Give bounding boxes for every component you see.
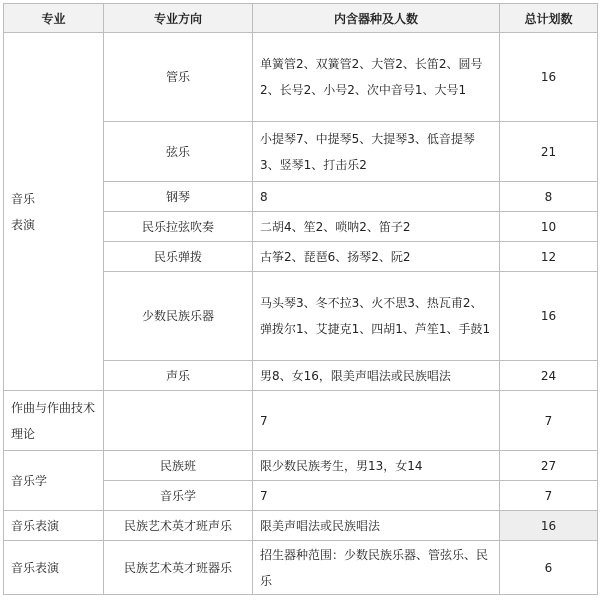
total-cell: 16 [500,272,598,361]
major-cell: 音乐表演 [4,511,104,541]
instruments-cell: 限少数民族考生，男13，女14 [253,451,500,481]
header-major: 专业 [4,4,104,33]
direction-cell: 管乐 [104,33,253,122]
direction-cell: 民族艺术英才班声乐 [104,511,253,541]
total-cell: 12 [500,242,598,272]
instruments-cell: 7 [253,391,500,451]
table-row [4,451,598,481]
instruments-cell: 男8、女16，限美声唱法或民族唱法 [253,361,500,391]
direction-cell: 弦乐 [104,122,253,182]
instruments-cell: 小提琴7、中提琴5、大提琴3、低音提琴3、竖琴1、打击乐2 [253,122,500,182]
direction-cell: 音乐学 [104,481,253,511]
instruments-cell: 二胡4、笙2、唢呐2、笛子2 [253,212,500,242]
major-cell-musicology: 音乐学 [4,451,104,511]
direction-cell [104,391,253,451]
header-direction: 专业方向 [104,4,253,33]
instruments-cell: 招生器种范围：少数民族乐器、管弦乐、民乐 [253,541,500,595]
table-row [4,391,598,451]
instruments-cell: 单簧管2、双簧管2、大管2、长笛2、圆号2、长号2、小号2、次中音号1、大号1 [253,33,500,122]
instruments-cell: 古筝2、琵琶6、扬琴2、阮2 [253,242,500,272]
total-cell: 8 [500,182,598,212]
total-cell: 24 [500,361,598,391]
instruments-cell: 限美声唱法或民族唱法 [253,511,500,541]
table-row [4,541,598,595]
total-cell: 21 [500,122,598,182]
total-cell: 10 [500,212,598,242]
direction-cell: 民族班 [104,451,253,481]
direction-cell: 民乐弹拨 [104,242,253,272]
instruments-cell: 7 [253,481,500,511]
header-row [4,4,598,33]
total-cell: 16 [500,33,598,122]
direction-cell: 钢琴 [104,182,253,212]
header-instruments: 内含器种及人数 [253,4,500,33]
major-cell: 音乐表演 [4,541,104,595]
table-row [4,511,598,541]
instruments-cell: 马头琴3、冬不拉3、火不思3、热瓦甫2、弹拨尔1、艾捷克1、四胡1、芦笙1、手鼓1 [253,272,500,361]
total-cell: 16 [500,511,598,541]
table-row [4,33,598,122]
major-cell-performance: 音乐 表演 [4,33,104,391]
major-cell-composition: 作曲与作曲技术理论 [4,391,104,451]
enrollment-plan-table [3,3,598,595]
direction-cell: 声乐 [104,361,253,391]
enrollment-plan-table-wrapper [3,3,598,595]
instruments-cell: 8 [253,182,500,212]
header-total: 总计划数 [500,4,598,33]
total-cell: 6 [500,541,598,595]
total-cell: 7 [500,481,598,511]
direction-cell: 民乐拉弦吹奏 [104,212,253,242]
direction-cell: 民族艺术英才班器乐 [104,541,253,595]
direction-cell: 少数民族乐器 [104,272,253,361]
total-cell: 7 [500,391,598,451]
total-cell: 27 [500,451,598,481]
